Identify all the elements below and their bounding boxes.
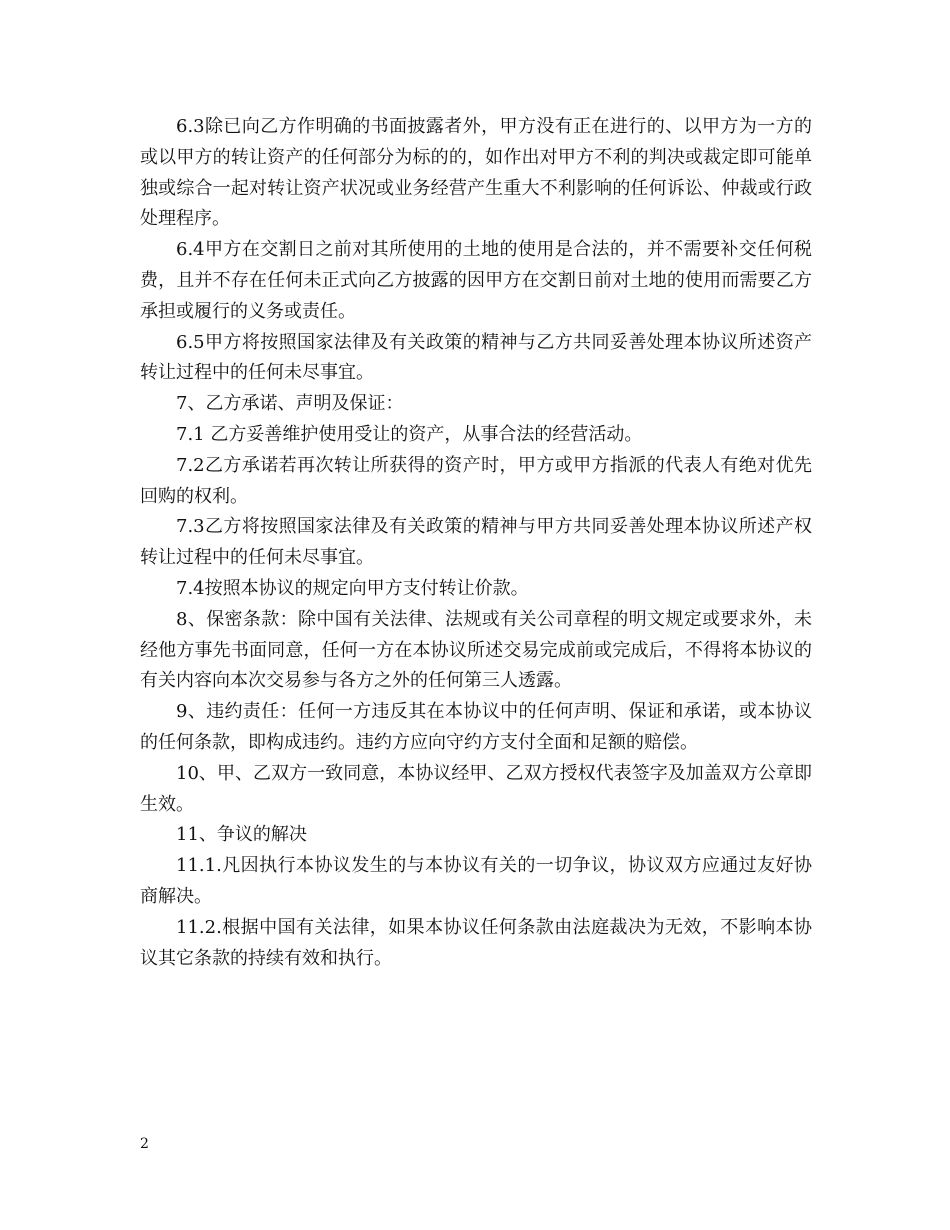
section-9-liability: 9、违约责任：任何一方违反其在本协议中的任何声明、保证和承诺，或本协议的任何条款，即构成违约。违约方应向守约方支付全面和足额的赔偿。 (140, 701, 812, 753)
clause-7-3: 7.3乙方将按照国家法律及有关政策的精神与甲方共同妥善处理本协议所述产权转让过程中的任何未尽事宜。 (140, 516, 812, 569)
clause-7-4: 7.4按照本协议的规定向甲方支付转让价款。 (176, 577, 529, 599)
section-11-heading: 11、争议的解决 (176, 824, 307, 846)
section-7-heading: 7、乙方承诺、声明及保证： (176, 393, 404, 415)
clause-11-1: 11.1.凡因执行本协议发生的与本协议有关的一切争议，协议双方应通过友好协商解决。 (140, 855, 812, 907)
clause-6-5: 6.5甲方将按照国家法律及有关政策的精神与乙方共同妥善处理本协议所述资产转让过程中的任何未尽事宜。 (140, 331, 812, 384)
section-10-effectiveness: 10、甲、乙双方一致同意，本协议经甲、乙双方授权代表签字及加盖双方公章即生效。 (140, 762, 812, 815)
clause-7-2: 7.2乙方承诺若再次转让所获得的资产时，甲方或甲方指派的代表人有绝对优先回购的权利。 (140, 454, 812, 507)
page-number: 2 (140, 1136, 149, 1152)
clause-6-3: 6.3除已向乙方作明确的书面披露者外，甲方没有正在进行的、以甲方为一方的或以甲方的转让资产的任何部分为标的的，如作出对甲方不利的判决或裁定即可能单独或综合一起对转让资产状况或业务经营产生重大不利影响的任何诉讼、仲裁或行政处理程序。 (140, 116, 812, 230)
clause-6-4: 6.4甲方在交割日之前对其所使用的土地的使用是合法的，并不需要补交任何税费，且并不存在任何未正式向乙方披露的因甲方在交割日前对土地的使用而需要乙方承担或履行的义务或责任。 (140, 239, 812, 322)
section-8-confidentiality: 8、保密条款：除中国有关法律、法规或有关公司章程的明文规定或要求外，未经他方事先书面同意，任何一方在本协议所述交易完成前或完成后，不得将本协议的有关内容向本次交易参与各方之外的任何第三人透露。 (140, 608, 812, 692)
document-body (140, 112, 812, 974)
clause-11-2: 11.2.根据中国有关法律，如果本协议任何条款由法庭裁决为无效，不影响本协议其它条款的持续有效和执行。 (140, 916, 812, 969)
clause-7-1: 7.1 乙方妥善维护使用受让的资产，从事合法的经营活动。 (176, 423, 643, 445)
